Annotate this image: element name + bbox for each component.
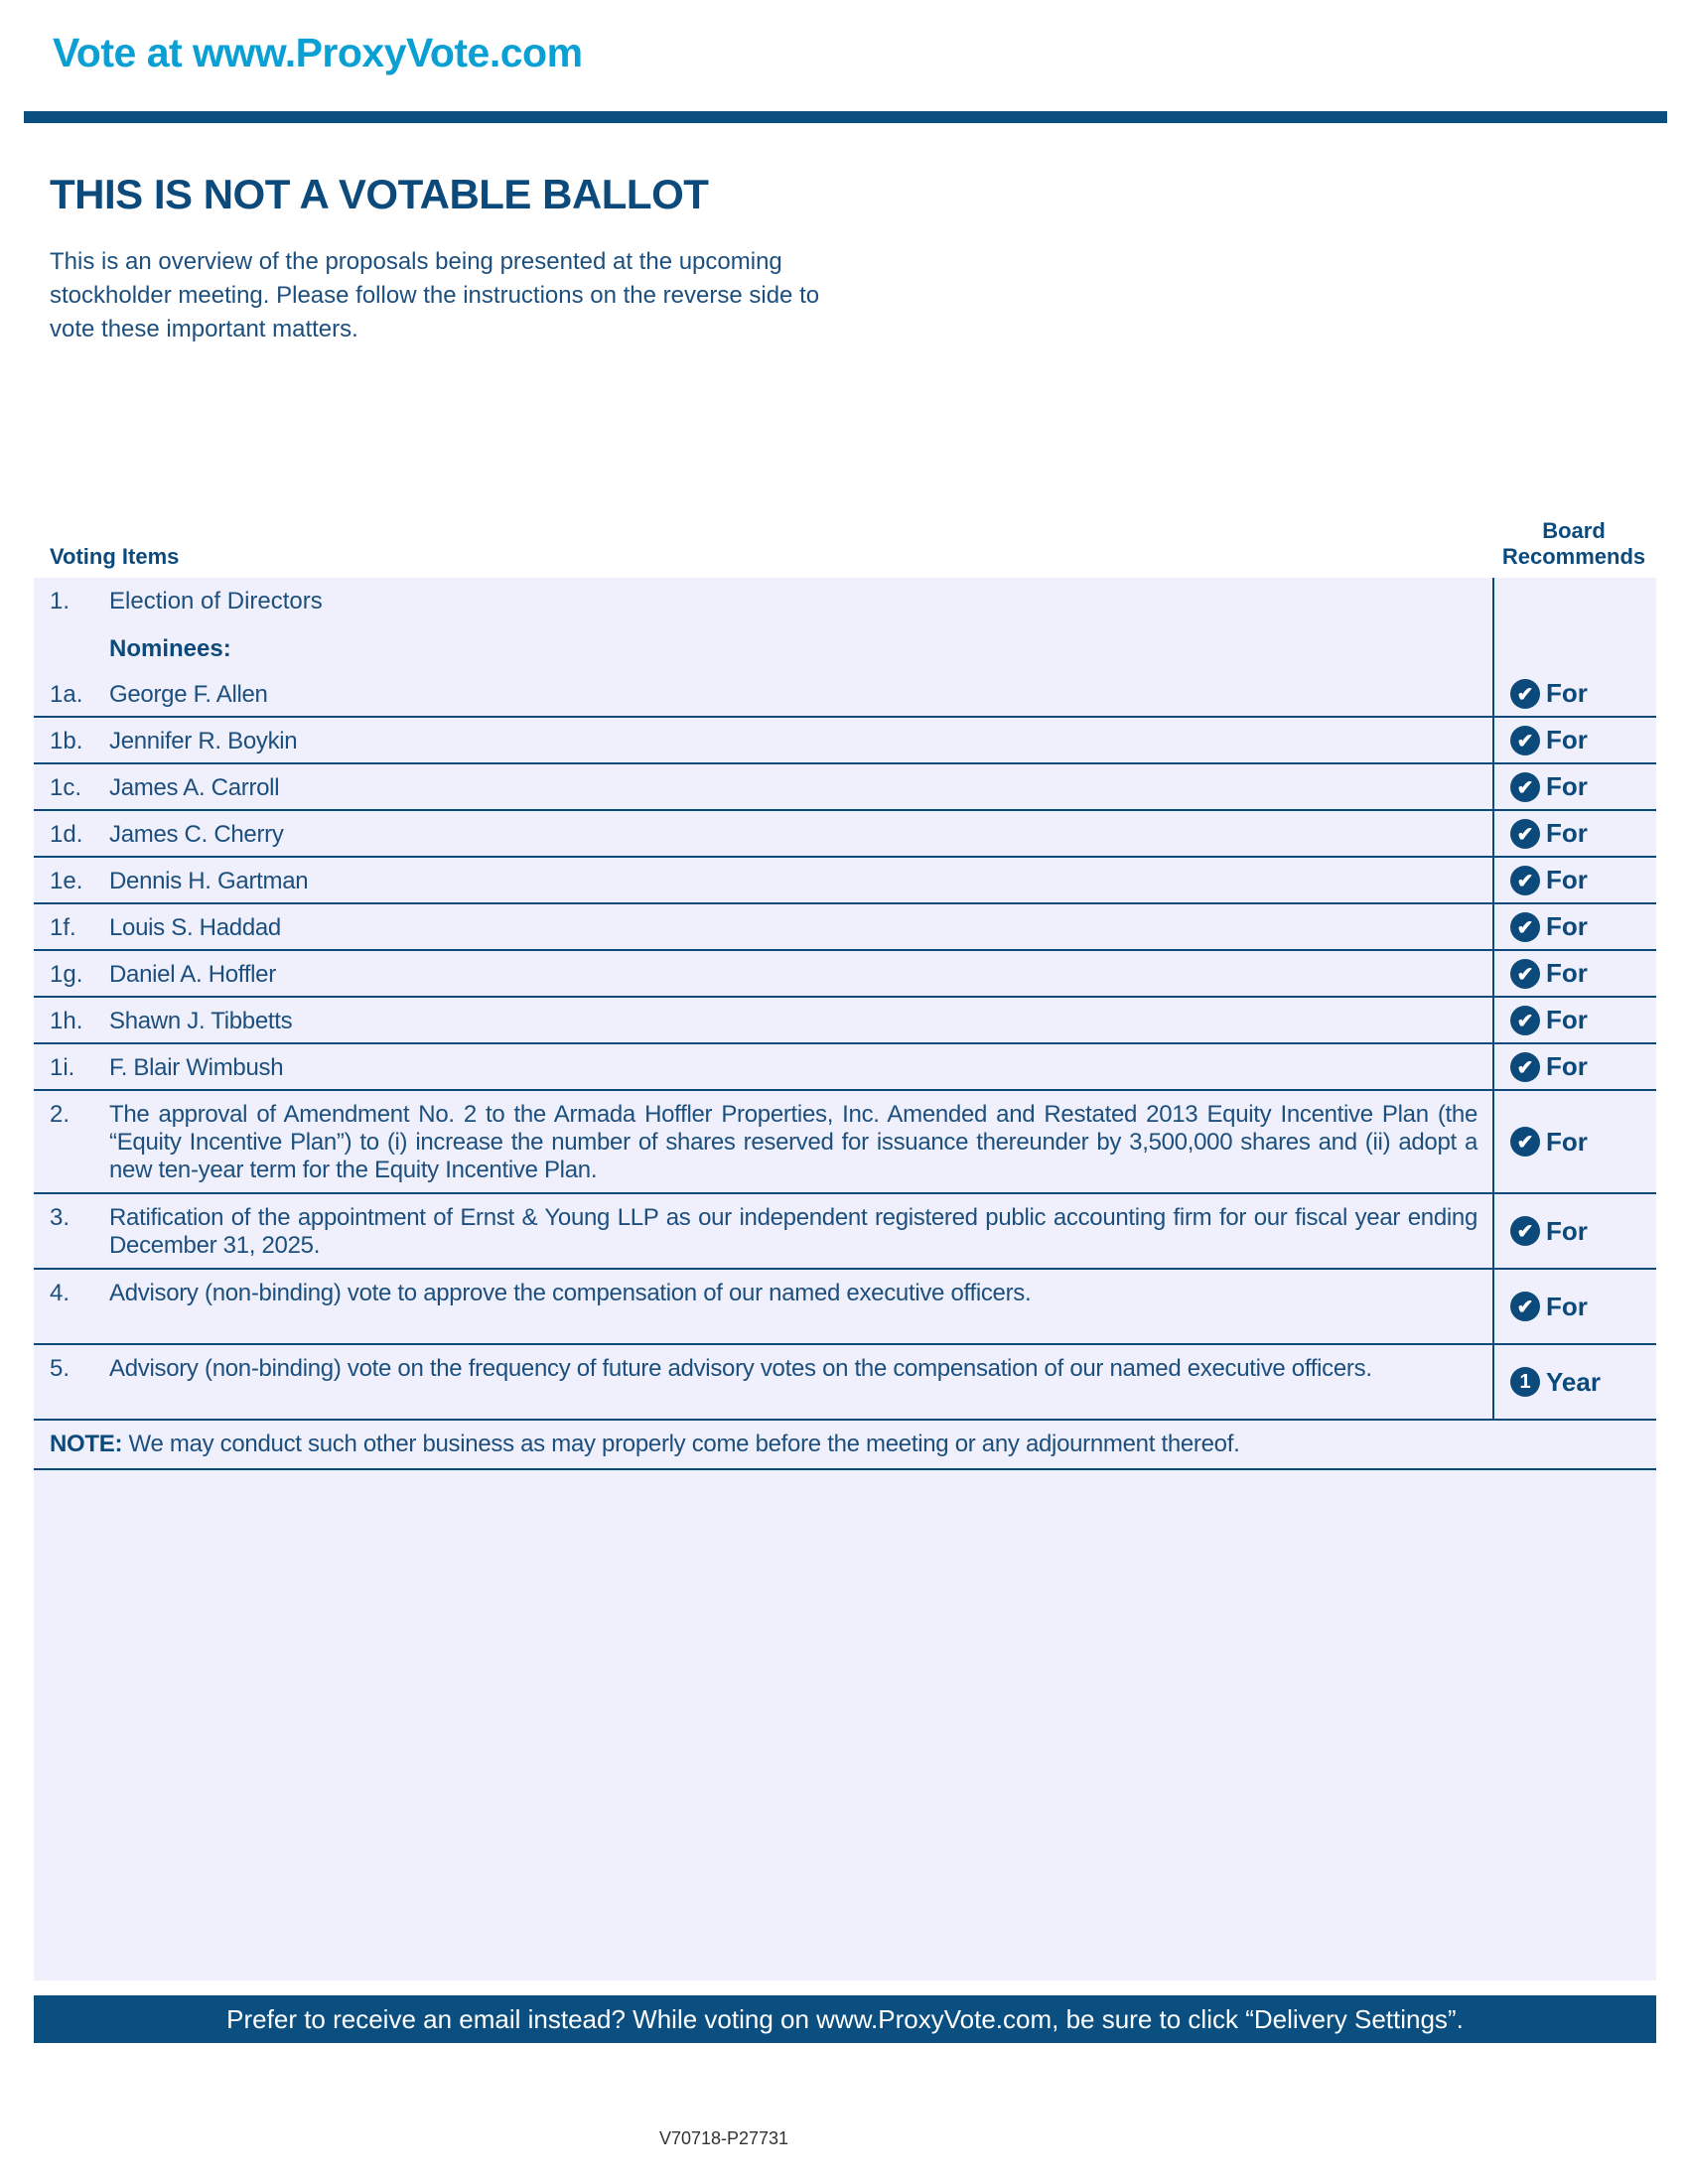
board-recommendation	[1492, 1345, 1656, 1419]
proposal-row	[34, 1091, 1656, 1194]
nominee-number: 1i.	[50, 1054, 75, 1081]
nominee-row	[34, 904, 1656, 951]
nominee-row	[34, 671, 1656, 718]
nominee-number: 1g.	[50, 961, 83, 988]
recommendation-label: For	[1546, 818, 1588, 848]
check-circle-icon: ✔	[1510, 912, 1540, 942]
check-circle-icon: ✔	[1510, 959, 1540, 989]
nominee-row	[34, 764, 1656, 811]
recommendation-label: For	[1546, 771, 1588, 801]
nominee-number: 1e.	[50, 868, 83, 894]
proposal-text: The approval of Amendment No. 2 to the Armada Hoffler Properties, Inc. Amended and Restated 2013 Equity Incentive Plan (the “Equity Incentive Plan”) to (i) increase the number of shares reserved for issuance thereunder by 3,500,000 shares and (ii) adopt a new ten-year term for the Equity Incentive Plan.	[109, 1101, 1477, 1183]
nominee-name: James A. Carroll	[109, 774, 280, 801]
nominee-name: Jennifer R. Boykin	[109, 728, 298, 754]
proposal-row	[34, 1270, 1656, 1345]
recommendation-label: For	[1546, 911, 1588, 941]
recommendation-label: For	[1546, 725, 1588, 754]
note-body: We may conduct such other business as may properly come before the meeting or any adjournment thereof.	[122, 1431, 1240, 1457]
board-recommendation	[1492, 764, 1656, 809]
recommendation-label: For	[1546, 1291, 1588, 1321]
board-recommendation	[1492, 858, 1656, 902]
nominees-label: Nominees:	[109, 635, 231, 662]
intro-text: This is an overview of the proposals being presented at the upcoming stockholder meeting. Please follow the instructions on the reverse side to vote these important matters.	[50, 248, 820, 342]
recommendation-label: For	[1546, 1215, 1588, 1246]
number-one-circle-icon: 1	[1510, 1367, 1540, 1397]
email-delivery-banner: Prefer to receive an email instead? While voting on www.ProxyVote.com, be sure to click “Delivery Settings”.	[34, 1995, 1656, 2043]
proposal-number: 5.	[50, 1355, 70, 1382]
proposal-row	[34, 1345, 1656, 1421]
nominee-row	[34, 998, 1656, 1044]
board-recommends-header	[1489, 518, 1658, 570]
nominee-name: Shawn J. Tibbetts	[109, 1008, 293, 1034]
proposal-number: 3.	[50, 1204, 70, 1231]
board-recommendation	[1492, 951, 1656, 996]
proposal-text: Advisory (non-binding) vote to approve the compensation of our named executive officers.	[109, 1280, 1032, 1306]
page-title: THIS IS NOT A VOTABLE BALLOT	[50, 171, 709, 217]
nominee-name: Dennis H. Gartman	[109, 868, 309, 894]
item-text: Election of Directors	[109, 588, 323, 614]
board-recommendation	[1492, 1194, 1656, 1268]
nominee-row	[34, 951, 1656, 998]
check-circle-icon: ✔	[1510, 1127, 1540, 1157]
nominee-name: F. Blair Wimbush	[109, 1054, 284, 1081]
recommendation-label: For	[1546, 1126, 1588, 1157]
check-circle-icon: ✔	[1510, 1006, 1540, 1035]
proposal-row	[34, 1194, 1656, 1270]
nominee-name: Daniel A. Hoffler	[109, 961, 276, 988]
voting-items-header: Voting Items	[50, 544, 180, 569]
board-recommendation	[1492, 718, 1656, 762]
check-circle-icon: ✔	[1510, 866, 1540, 895]
board-recommendation	[1492, 904, 1656, 949]
check-circle-icon: ✔	[1510, 772, 1540, 802]
board-recommendation	[1492, 1044, 1656, 1089]
recommendation-label: For	[1546, 678, 1588, 708]
header-divider-bar	[24, 111, 1667, 123]
nominee-number: 1b.	[50, 728, 83, 754]
board-recommendation	[1492, 998, 1656, 1042]
nominee-number: 1c.	[50, 774, 82, 801]
check-circle-icon: ✔	[1510, 1292, 1540, 1321]
recommendation-label: For	[1546, 1005, 1588, 1034]
recommendation-label: For	[1546, 958, 1588, 988]
note-label: NOTE:	[50, 1431, 123, 1457]
note-text	[34, 1421, 1656, 1468]
nominee-number: 1a.	[50, 681, 83, 708]
proposal-number: 4.	[50, 1280, 70, 1306]
check-circle-icon: ✔	[1510, 819, 1540, 849]
recommendation-label: For	[1546, 1051, 1588, 1081]
nominee-name: George F. Allen	[109, 681, 268, 708]
nominee-row	[34, 858, 1656, 904]
recommendation-label: Year	[1546, 1366, 1601, 1397]
board-recommendation	[1492, 1270, 1656, 1343]
board-recommendation	[1492, 1091, 1656, 1192]
nominee-number: 1d.	[50, 821, 83, 848]
recommendation-label: For	[1546, 865, 1588, 894]
proposal-text: Ratification of the appointment of Ernst & Young LLP as our independent registered public accounting firm for our fiscal year ending December 31, 2025.	[109, 1204, 1477, 1259]
voting-items-table	[34, 671, 1656, 1470]
check-circle-icon: ✔	[1510, 1216, 1540, 1246]
item-number: 1.	[50, 588, 70, 614]
check-circle-icon: ✔	[1510, 726, 1540, 755]
proposal-number: 2.	[50, 1101, 70, 1128]
nominee-row	[34, 811, 1656, 858]
nominee-row	[34, 1044, 1656, 1091]
vote-at-proxyvote-header: Vote at www.ProxyVote.com	[53, 30, 583, 75]
nominee-name: James C. Cherry	[109, 821, 284, 848]
recommends-label: Recommends	[1501, 544, 1646, 569]
check-circle-icon: ✔	[1510, 1052, 1540, 1082]
document-code: V70718-P27731	[658, 2128, 789, 2148]
check-circle-icon: ✔	[1510, 679, 1540, 709]
board-recommendation	[1492, 811, 1656, 856]
column-divider	[1492, 578, 1494, 671]
nominee-row	[34, 718, 1656, 764]
nominee-number: 1h.	[50, 1008, 83, 1034]
board-recommendation	[1492, 671, 1656, 716]
proposal-text: Advisory (non-binding) vote on the frequency of future advisory votes on the compensation of our named executive officers.	[109, 1355, 1372, 1382]
nominee-number: 1f.	[50, 914, 76, 941]
board-label: Board	[1542, 518, 1606, 543]
note-row	[34, 1421, 1656, 1470]
nominee-name: Louis S. Haddad	[109, 914, 281, 941]
